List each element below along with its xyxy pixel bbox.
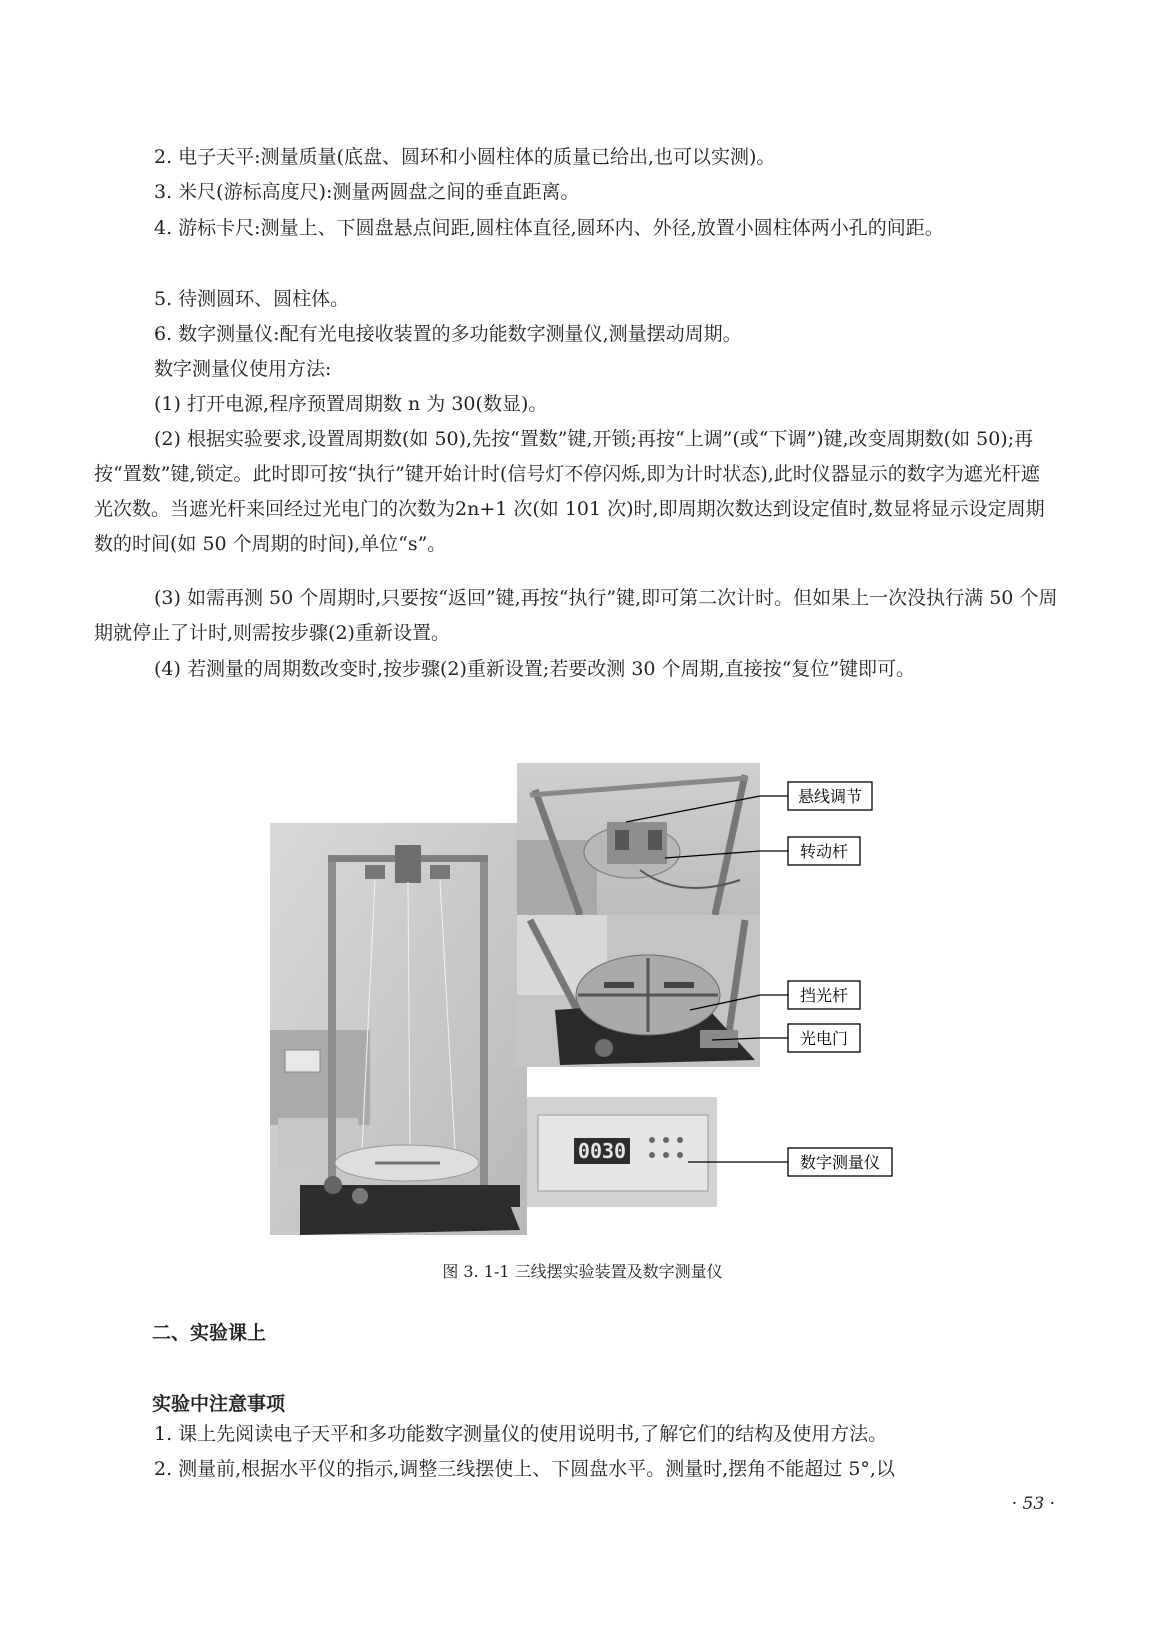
- figure-caption: 图 3. 1-1 三线摆实验装置及数字测量仪: [442, 1262, 723, 1281]
- paragraph-step-4: (4) 若测量的周期数改变时,按步骤(2)重新设置;若要改测 30 个周期,直接按“复位”键即可。: [154, 658, 916, 680]
- note-item-2: 2. 测量前,根据水平仪的指示,调整三线摆使上、下圆盘水平。测量时,摆角不能超过 5°,以: [154, 1458, 895, 1480]
- svg-text:悬线调节: 悬线调节: [797, 787, 863, 806]
- paragraph-item-3: 3. 米尺(游标高度尺):测量两圆盘之间的垂直距离。: [154, 181, 580, 203]
- paragraph-item-2: 2. 电子天平:测量质量(底盘、圆环和小圆柱体的质量已给出,也可以实测)。: [154, 146, 776, 168]
- label-suspension-adjust: [788, 782, 872, 810]
- svg-text:光电门: 光电门: [799, 1029, 849, 1048]
- page-number: · 53 ·: [1011, 1494, 1055, 1514]
- svg-text:数字测量仪: 数字测量仪: [799, 1153, 881, 1172]
- label-rotating-rod: [788, 837, 860, 865]
- photogate-photo: [517, 915, 760, 1067]
- paragraph-step-1: (1) 打开电源,程序预置周期数 n 为 30(数显)。: [154, 393, 548, 415]
- pendulum-photo: [270, 823, 527, 1235]
- meter-display-text: 0030: [577, 1139, 627, 1163]
- paragraph-item-6: 6. 数字测量仪:配有光电接收装置的多功能数字测量仪,测量摆动周期。: [154, 323, 742, 345]
- label-photogate: [788, 1024, 860, 1052]
- section-title: 二、实验课上: [152, 1322, 267, 1344]
- paragraph-item-4: 4. 游标卡尺:测量上、下圆盘悬点间距,圆柱体直径,圆环内、外径,放置小圆柱体两小孔的间距。: [154, 217, 944, 239]
- svg-text:挡光杆: 挡光杆: [799, 986, 849, 1005]
- svg-text:转动杆: 转动杆: [799, 842, 849, 861]
- label-shading-rod: [788, 981, 860, 1009]
- suspension-photo: [517, 763, 760, 915]
- note-item-1: 1. 课上先阅读电子天平和多功能数字测量仪的使用说明书,了解它们的结构及使用方法。: [154, 1423, 888, 1445]
- paragraph-step-2: (2) 根据实验要求,设置周期数(如 50),先按“置数”键,开锁;再按“上调”(或“下调”)键,改变周期数(如 50);再按“置数”键,锁定。此时即可按“执行”键开始计时(信号灯不停闪烁,即为计时状态),此时仪器显示的数字为遮光杆遮光次数。当遮光杆来回经过光电门的次数为2n+1 次(如 101 次)时,即周期次数达到设定值时,数显将显示设定周期数的时间(如 50 个周期的时间),单位“s”。: [94, 428, 1045, 555]
- paragraph-usage-title: 数字测量仪使用方法:: [154, 358, 332, 380]
- digital-meter-photo: [527, 1097, 717, 1207]
- paragraph-step-3: (3) 如需再测 50 个周期时,只要按“返回”键,再按“执行”键,即可第二次计时。但如果上一次没执行满 50 个周期就停止了计时,则需按步骤(2)重新设置。: [94, 587, 1058, 644]
- subsection-title: 实验中注意事项: [152, 1393, 286, 1415]
- paragraph-item-5: 5. 待测圆环、圆柱体。: [154, 288, 350, 310]
- label-digital-meter: [788, 1148, 892, 1176]
